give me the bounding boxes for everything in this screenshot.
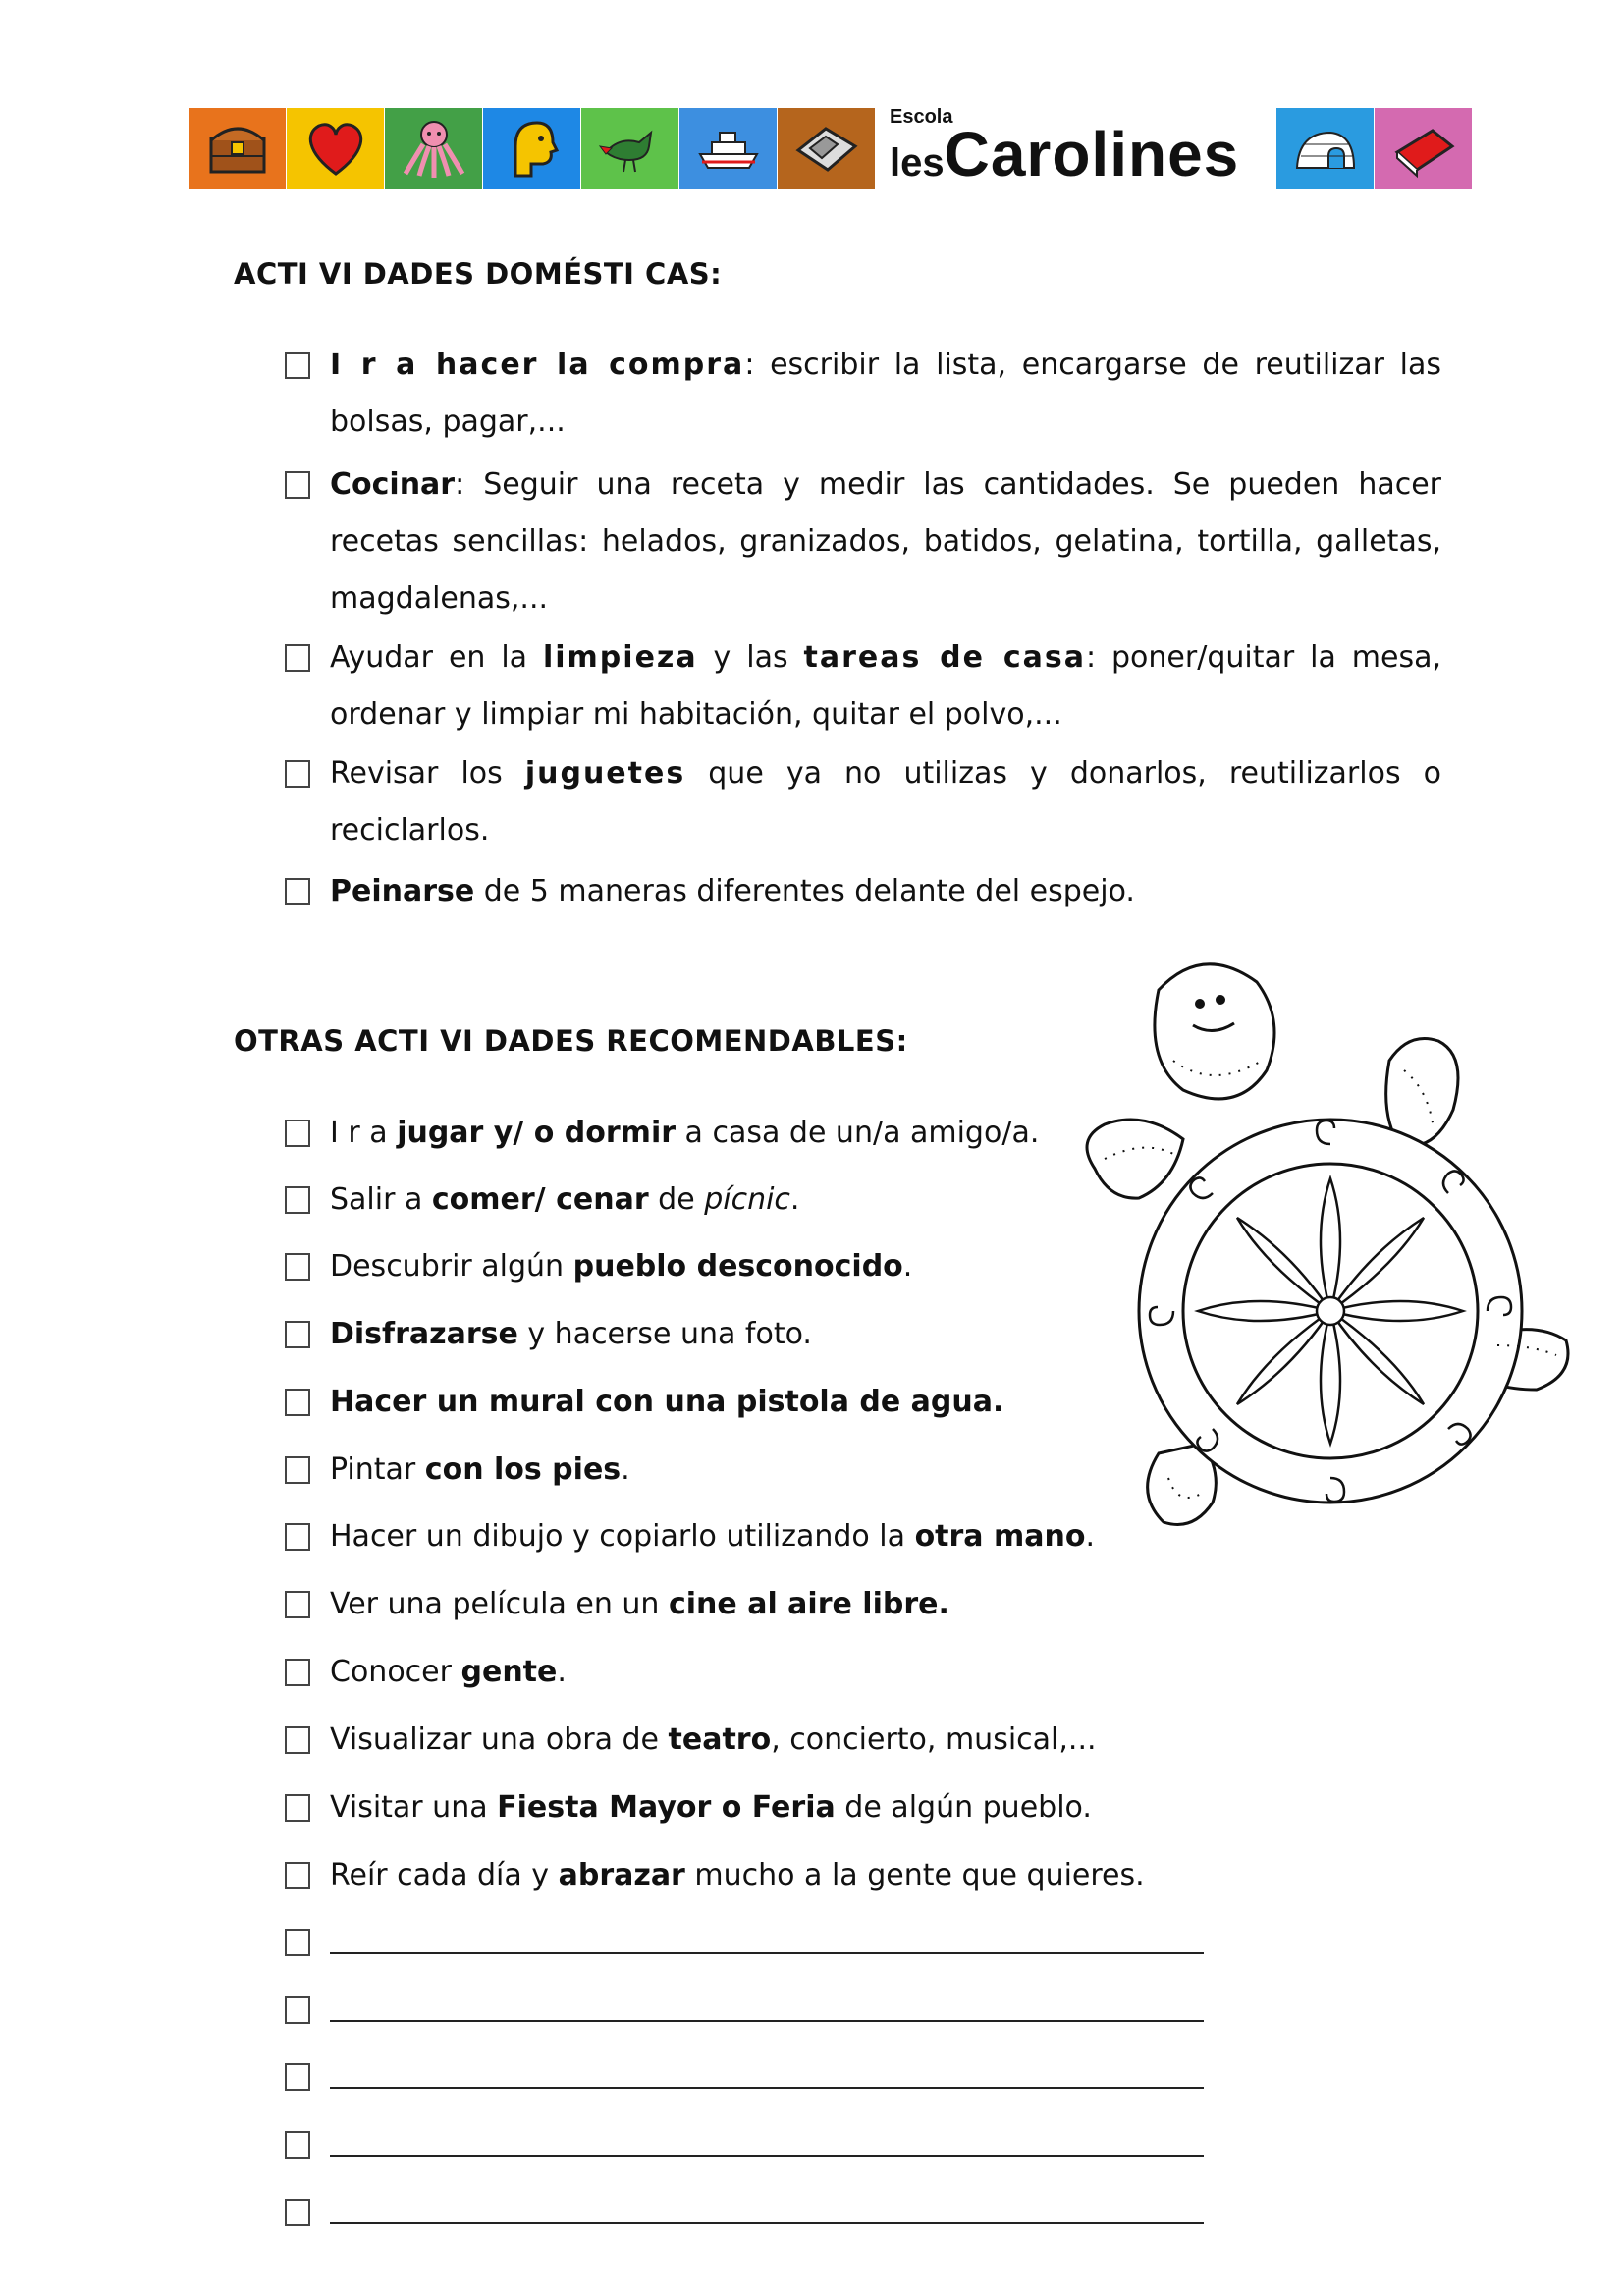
task-checkbox[interactable]: [285, 1456, 310, 1484]
task-item: [285, 1116, 1040, 1162]
igloo-icon: [1291, 117, 1360, 180]
task-item: [285, 1722, 1097, 1769]
task-text: Conocer gente.: [330, 1655, 567, 1689]
tile-octopus: [385, 108, 483, 189]
task-text: Hacer un mural con una pistola de agua.: [330, 1385, 1004, 1419]
task-text: Visitar una Fiesta Mayor o Feria de algún pueblo.: [330, 1790, 1092, 1825]
task-text: Pintar con los pies.: [330, 1452, 630, 1487]
task-checkbox[interactable]: [285, 1659, 310, 1686]
task-item: [285, 467, 1441, 628]
ship-icon: [694, 117, 763, 180]
task-checkbox[interactable]: [285, 760, 310, 788]
task-checkbox[interactable]: [285, 352, 310, 379]
blank-task-item: [285, 1996, 1204, 2024]
brand-les: les: [890, 140, 945, 185]
school-logo: [876, 105, 1276, 190]
write-in-line[interactable]: [330, 2199, 1204, 2224]
task-checkbox[interactable]: [285, 1321, 310, 1348]
task-checkbox[interactable]: [285, 1996, 310, 2024]
task-text: I r a hacer la compra: escribir la lista, encargarse de reutilizar las bolsas, pagar,...: [330, 348, 1441, 439]
task-text: Salir a comer/ cenar de pícnic.: [330, 1182, 800, 1217]
section-title-other: OTRAS ACTI VI DADES RECOMENDABLES:: [234, 1024, 908, 1058]
write-in-line[interactable]: [330, 2131, 1204, 2157]
task-text: Visualizar una obra de teatro, concierto, musical,...: [330, 1722, 1097, 1757]
task-checkbox[interactable]: [285, 2063, 310, 2091]
tile-treasure-chest: [189, 108, 287, 189]
write-in-line[interactable]: [330, 2063, 1204, 2089]
brand-escola: Escola: [890, 105, 953, 128]
task-checkbox[interactable]: [285, 2131, 310, 2159]
task-text: Disfrazarse y hacerse una foto.: [330, 1317, 812, 1351]
task-checkbox[interactable]: [285, 1929, 310, 1956]
task-item: [285, 1655, 567, 1701]
heart-icon: [301, 117, 370, 180]
task-checkbox[interactable]: [285, 1726, 310, 1754]
bird-icon: [596, 117, 665, 180]
task-checkbox[interactable]: [285, 1186, 310, 1214]
blank-task-item: [285, 2199, 1204, 2226]
blank-task-item: [285, 2131, 1204, 2159]
task-item: [285, 1317, 812, 1363]
write-in-line[interactable]: [330, 1996, 1204, 2022]
octopus-icon: [400, 117, 468, 180]
task-checkbox[interactable]: [285, 471, 310, 499]
task-checkbox[interactable]: [285, 1862, 310, 1889]
tile-igloo: [1276, 108, 1375, 189]
task-text: Descubrir algún pueblo desconocido.: [330, 1249, 913, 1284]
task-item: [285, 348, 1441, 451]
task-item: [285, 1519, 1096, 1565]
task-item: [285, 1385, 1004, 1431]
task-item: [285, 1587, 949, 1633]
task-text: Peinarse de 5 maneras diferentes delante del espejo.: [330, 874, 1135, 908]
task-checkbox[interactable]: [285, 2199, 310, 2226]
face-profile-icon: [498, 117, 567, 180]
task-item: [285, 1790, 1092, 1836]
task-item: [285, 1452, 630, 1499]
mandala-turtle-icon: [1065, 943, 1596, 1561]
task-checkbox[interactable]: [285, 878, 310, 905]
tile-tray: [778, 108, 876, 189]
task-item: [285, 1249, 913, 1295]
task-text: Ver una película en un cine al aire libre.: [330, 1587, 949, 1621]
tile-face: [483, 108, 581, 189]
task-checkbox[interactable]: [285, 644, 310, 672]
task-checkbox[interactable]: [285, 1389, 310, 1416]
blank-task-item: [285, 1929, 1204, 1956]
tray-icon: [792, 117, 861, 180]
task-item: [285, 640, 1441, 743]
task-item: [285, 1858, 1145, 1904]
tile-book: [1375, 108, 1473, 189]
task-checkbox[interactable]: [285, 1523, 310, 1551]
task-item: [285, 874, 1135, 920]
task-checkbox[interactable]: [285, 1120, 310, 1147]
book-icon: [1389, 117, 1458, 180]
task-item: [285, 756, 1441, 859]
brand-carolines: Carolines: [944, 118, 1240, 190]
task-item: [285, 1182, 800, 1229]
blank-task-item: [285, 2063, 1204, 2091]
tile-bird: [581, 108, 679, 189]
task-checkbox[interactable]: [285, 1253, 310, 1281]
treasure-chest-icon: [203, 117, 272, 180]
task-text: Revisar los juguetes que ya no utilizas y donarlos, reutilizarlos o reciclarlos.: [330, 756, 1441, 847]
section-title-domestic: ACTI VI DADES DOMÉSTI CAS:: [234, 257, 723, 291]
task-text: Hacer un dibujo y copiarlo utilizando la otra mano.: [330, 1519, 1096, 1554]
school-banner: [189, 105, 1508, 190]
task-text: Cocinar: Seguir una receta y medir las cantidades. Se pueden hacer recetas sencillas: helados, granizados, batidos, gelatina, tortilla, galletas, magdalenas,...: [330, 467, 1441, 616]
task-checkbox[interactable]: [285, 1794, 310, 1822]
task-text: I r a jugar y/ o dormir a casa de un/a amigo/a.: [330, 1116, 1040, 1150]
task-checkbox[interactable]: [285, 1591, 310, 1618]
tile-heart: [287, 108, 385, 189]
task-text: Reír cada día y abrazar mucho a la gente que quieres.: [330, 1858, 1145, 1892]
tile-ship: [679, 108, 778, 189]
write-in-line[interactable]: [330, 1929, 1204, 1954]
task-text: Ayudar en la limpieza y las tareas de casa: poner/quitar la mesa, ordenar y limpiar mi habitación, quitar el polvo,...: [330, 640, 1441, 732]
